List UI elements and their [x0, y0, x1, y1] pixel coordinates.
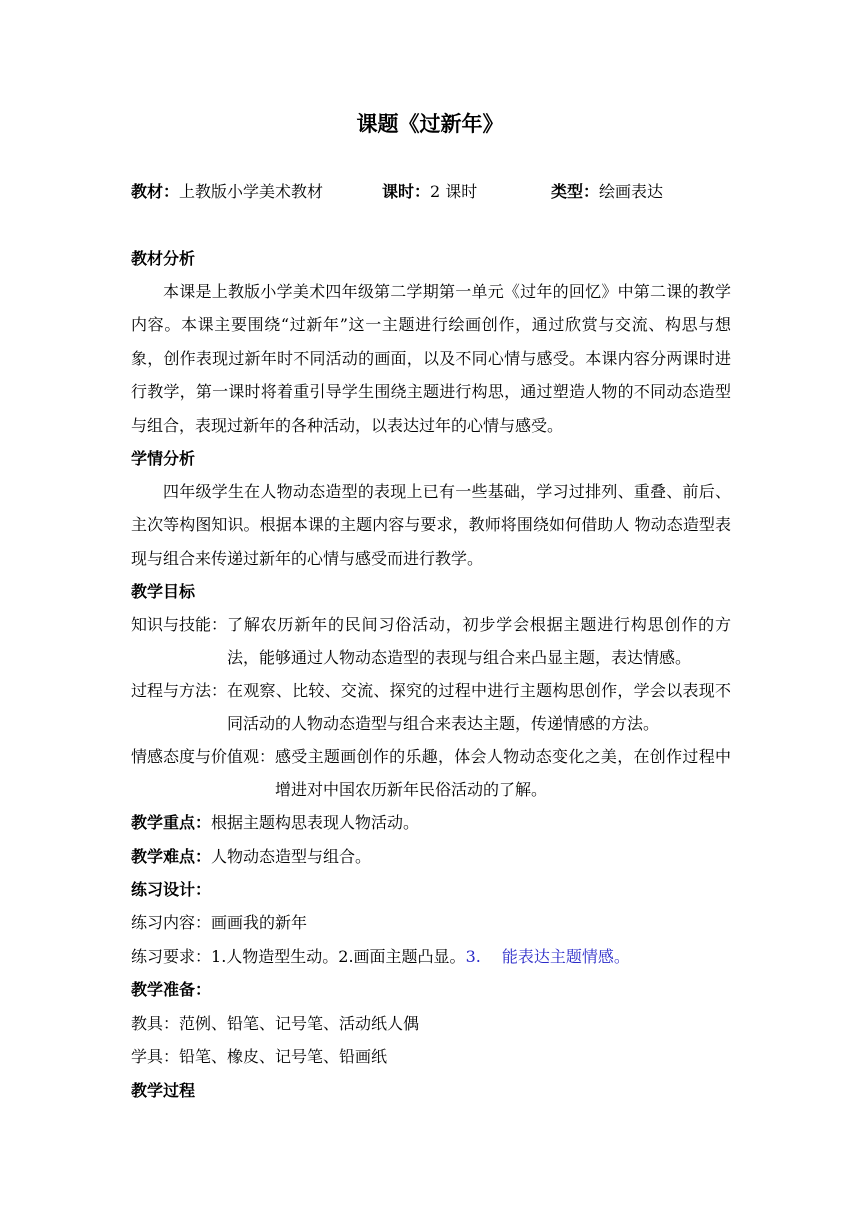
type-info: [551, 178, 663, 206]
goal-knowledge-label: 知识与技能：: [131, 615, 228, 635]
key-point: [131, 806, 731, 839]
practice-content-text: 画画我的新年: [211, 913, 308, 933]
practice-requirements: [131, 940, 731, 973]
key-point-label: 教学重点：: [131, 813, 212, 833]
type-value: 绘画表达: [599, 182, 664, 201]
analysis-text: 本课是上教版小学美术四年级第二学期第一单元《过年的回忆》中第二课的教学内容。本课主要围绕“过新年”这一主题进行绘画创作，通过欣赏与交流、构思与想象，创作表现过新年时不同活动的画面，以及不同心情与感受。本课内容分两课时进行教学，第一课时将着重引导学生围绕主题进行构思，通过塑造人物的不同动态造型与组合，表现过新年的各种活动，以表达过年的心情与感受。: [131, 282, 731, 435]
practice-heading: 练习设计：: [131, 880, 212, 900]
goal-knowledge: [131, 608, 731, 674]
hours-value: 2 课时: [430, 182, 478, 201]
goal-attitude: [131, 740, 731, 806]
material-value: 上教版小学美术教材: [179, 182, 324, 201]
practice-req-highlight: 3. 能表达主题情感。: [465, 946, 630, 966]
difficulty-label: 教学难点：: [131, 846, 212, 866]
material-label: 教材：: [131, 182, 180, 201]
practice-content: [131, 906, 731, 939]
goal-knowledge-text: 了解农历新年的民间习俗活动，初步学会根据主题进行构思创作的方法，能够通过人物动态造型的表现与组合来凸显主题，表达情感。: [227, 615, 731, 668]
teacher-tools-label: 教具：: [131, 1013, 180, 1033]
practice-req-text: 1.人物造型生动。2.画面主题凸显。: [211, 946, 466, 966]
student-tools-text: 铅笔、橡皮、记号笔、铅画纸: [179, 1047, 388, 1067]
practice-req-label: 练习要求：: [131, 946, 212, 966]
goal-attitude-text: 感受主题画创作的乐趣，体会人物动态变化之美，在创作过程中增进对中国农历新年民俗活动的了解。: [275, 747, 731, 800]
hours-info: [382, 178, 477, 206]
difficulty: [131, 840, 731, 873]
practice-content-label: 练习内容：: [131, 913, 212, 933]
goal-process: [131, 674, 731, 740]
process-heading: 教学过程: [131, 1080, 196, 1100]
prep-heading: 教学准备：: [131, 980, 212, 1000]
goal-process-text: 在观察、比较、交流、探究的过程中进行主题构思创作，学会以表现不同活动的人物动态造型与组合来表达主题，传递情感的方法。: [227, 681, 731, 734]
lesson-meta: [131, 178, 771, 206]
analysis-heading: 教材分析: [131, 249, 196, 268]
teacher-tools-text: 范例、铅笔、记号笔、活动纸人偶: [179, 1013, 420, 1033]
students-heading: 学情分析: [131, 449, 196, 469]
goal-attitude-label: 情感态度与价值观：: [131, 747, 276, 767]
key-point-text: 根据主题构思表现人物活动。: [211, 813, 420, 833]
type-label: 类型：: [551, 182, 600, 201]
goals-heading: 教学目标: [131, 582, 196, 602]
teacher-tools: [131, 1007, 731, 1040]
student-tools: [131, 1040, 731, 1073]
page-title: 课题《过新年》: [356, 112, 504, 136]
material-info: [131, 178, 323, 206]
difficulty-text: 人物动态造型与组合。: [211, 846, 372, 866]
hours-label: 课时：: [382, 182, 431, 201]
students-text: 四年级学生在人物动态造型的表现上已有一些基础，学习过排列、重叠、前后、主次等构图知识。根据本课的主题内容与要求，教师将围绕如何借助人 物动态造型表现与组合来传递过新年的心情与感受而进行教学。: [131, 482, 731, 568]
student-tools-label: 学具：: [131, 1047, 180, 1067]
goal-process-label: 过程与方法：: [131, 681, 228, 701]
document-body: [131, 242, 731, 1107]
